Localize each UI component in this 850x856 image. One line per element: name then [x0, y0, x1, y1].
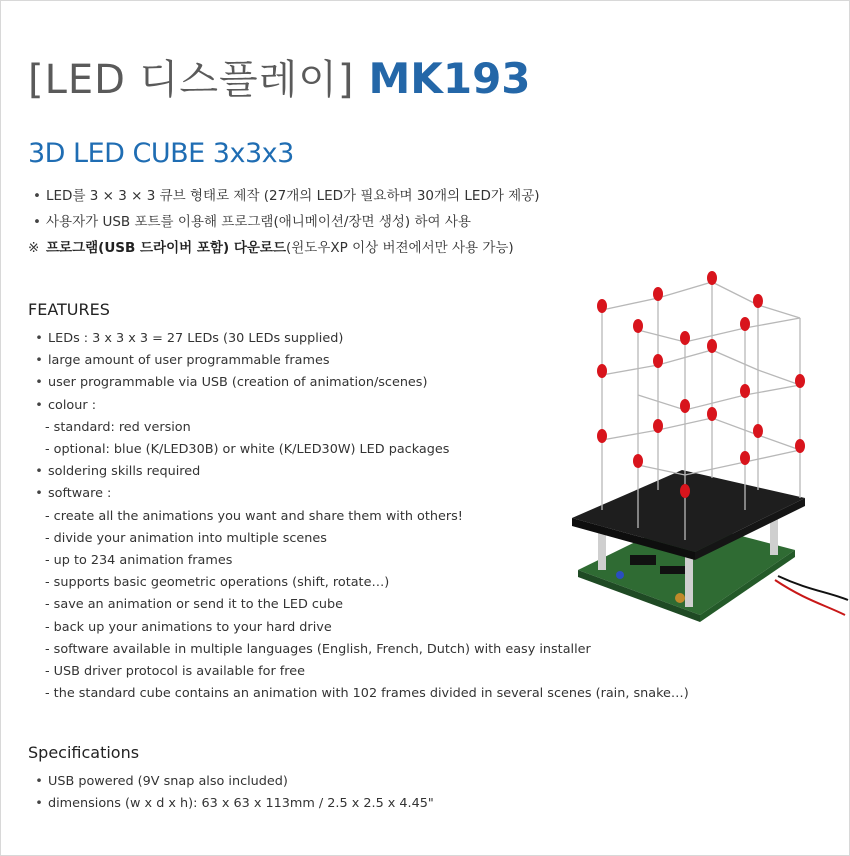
feature-subitem: - up to 234 animation frames	[45, 553, 233, 569]
download-note-rest: (윈도우XP 이상 버젼에서만 사용 가능)	[286, 240, 514, 256]
bullet-dot-icon: •	[35, 464, 43, 480]
bullet-dot-icon: •	[35, 375, 43, 391]
feature-item-text: user programmable via USB (creation of animation/scenes)	[48, 375, 428, 391]
feature-item-text: LEDs : 3 x 3 x 3 = 27 LEDs (30 LEDs supplied)	[48, 331, 344, 346]
bullet-dot-icon: •	[35, 331, 43, 346]
bullet-dot-icon: •	[35, 397, 43, 413]
feature-item-text: colour :	[48, 397, 97, 413]
led-cube-product-photo-icon	[560, 270, 850, 630]
feature-subitem: - standard: red version	[45, 419, 191, 435]
title-model: MK193	[368, 54, 531, 103]
page-title	[28, 48, 531, 104]
bullet-dot-icon: •	[35, 353, 43, 369]
feature-subitem: - supports basic geometric operations (shift, rotate…)	[45, 575, 390, 591]
product-subtitle: 3D LED CUBE 3x3x3	[28, 138, 294, 169]
specifications-heading: Specifications	[28, 743, 140, 762]
download-note	[28, 235, 828, 261]
spec-item	[30, 793, 830, 815]
features-heading: FEATURES	[28, 300, 110, 319]
intro-bullet	[28, 209, 828, 235]
bullet-dot-icon: •	[35, 774, 43, 789]
bullet-dot-icon: •	[35, 486, 43, 502]
spec-item-text: USB powered (9V snap also included)	[48, 774, 288, 789]
feature-subitem: - back up your animations to your hard drive	[45, 619, 332, 635]
title-category: [LED 디스플레이]	[28, 57, 355, 103]
spec-item-text: dimensions (w x d x h): 63 x 63 x 113mm / 2.5 x 2.5 x 4.45"	[48, 796, 434, 812]
feature-subitem: - create all the animations you want and share them with others!	[45, 508, 463, 524]
note-symbol: ※	[28, 240, 40, 256]
bullet-dot-icon: •	[33, 188, 41, 204]
feature-subitem: - USB driver protocol is available for free	[45, 664, 306, 680]
feature-item-text: software :	[48, 486, 112, 502]
specifications-list	[30, 771, 830, 815]
feature-subitem: - optional: blue (K/LED30B) or white (K/LED30W) LED packages	[45, 442, 450, 458]
feature-subitem: - software available in multiple languages (English, French, Dutch) with easy installer	[45, 641, 591, 657]
intro-bullet-text: 사용자가 USB 포트를 이용해 프로그램(애니메이션/장면 생성) 하여 사용	[46, 214, 471, 230]
feature-item-text: large amount of user programmable frames	[48, 353, 330, 369]
pcb-stack	[572, 470, 848, 622]
feature-subitem: - the standard cube contains an animation with 102 frames divided in several scenes (rain, snake…)	[45, 686, 689, 702]
intro-bullet	[28, 183, 828, 209]
bullet-dot-icon: •	[33, 214, 41, 230]
feature-item-text: soldering skills required	[48, 464, 201, 480]
intro-bullet-text: LED를 3 × 3 × 3 큐브 형태로 제작 (27개의 LED가 필요하며 30개의 LED가 제공)	[46, 188, 540, 204]
feature-subitem: - save an animation or send it to the LED cube	[45, 597, 344, 613]
spec-item	[30, 771, 830, 793]
feature-subitem: - divide your animation into multiple scenes	[45, 530, 327, 546]
intro-block	[28, 183, 828, 261]
download-note-bold: 프로그램(USB 드라이버 포함) 다운로드	[46, 240, 286, 256]
bullet-dot-icon: •	[35, 796, 43, 812]
